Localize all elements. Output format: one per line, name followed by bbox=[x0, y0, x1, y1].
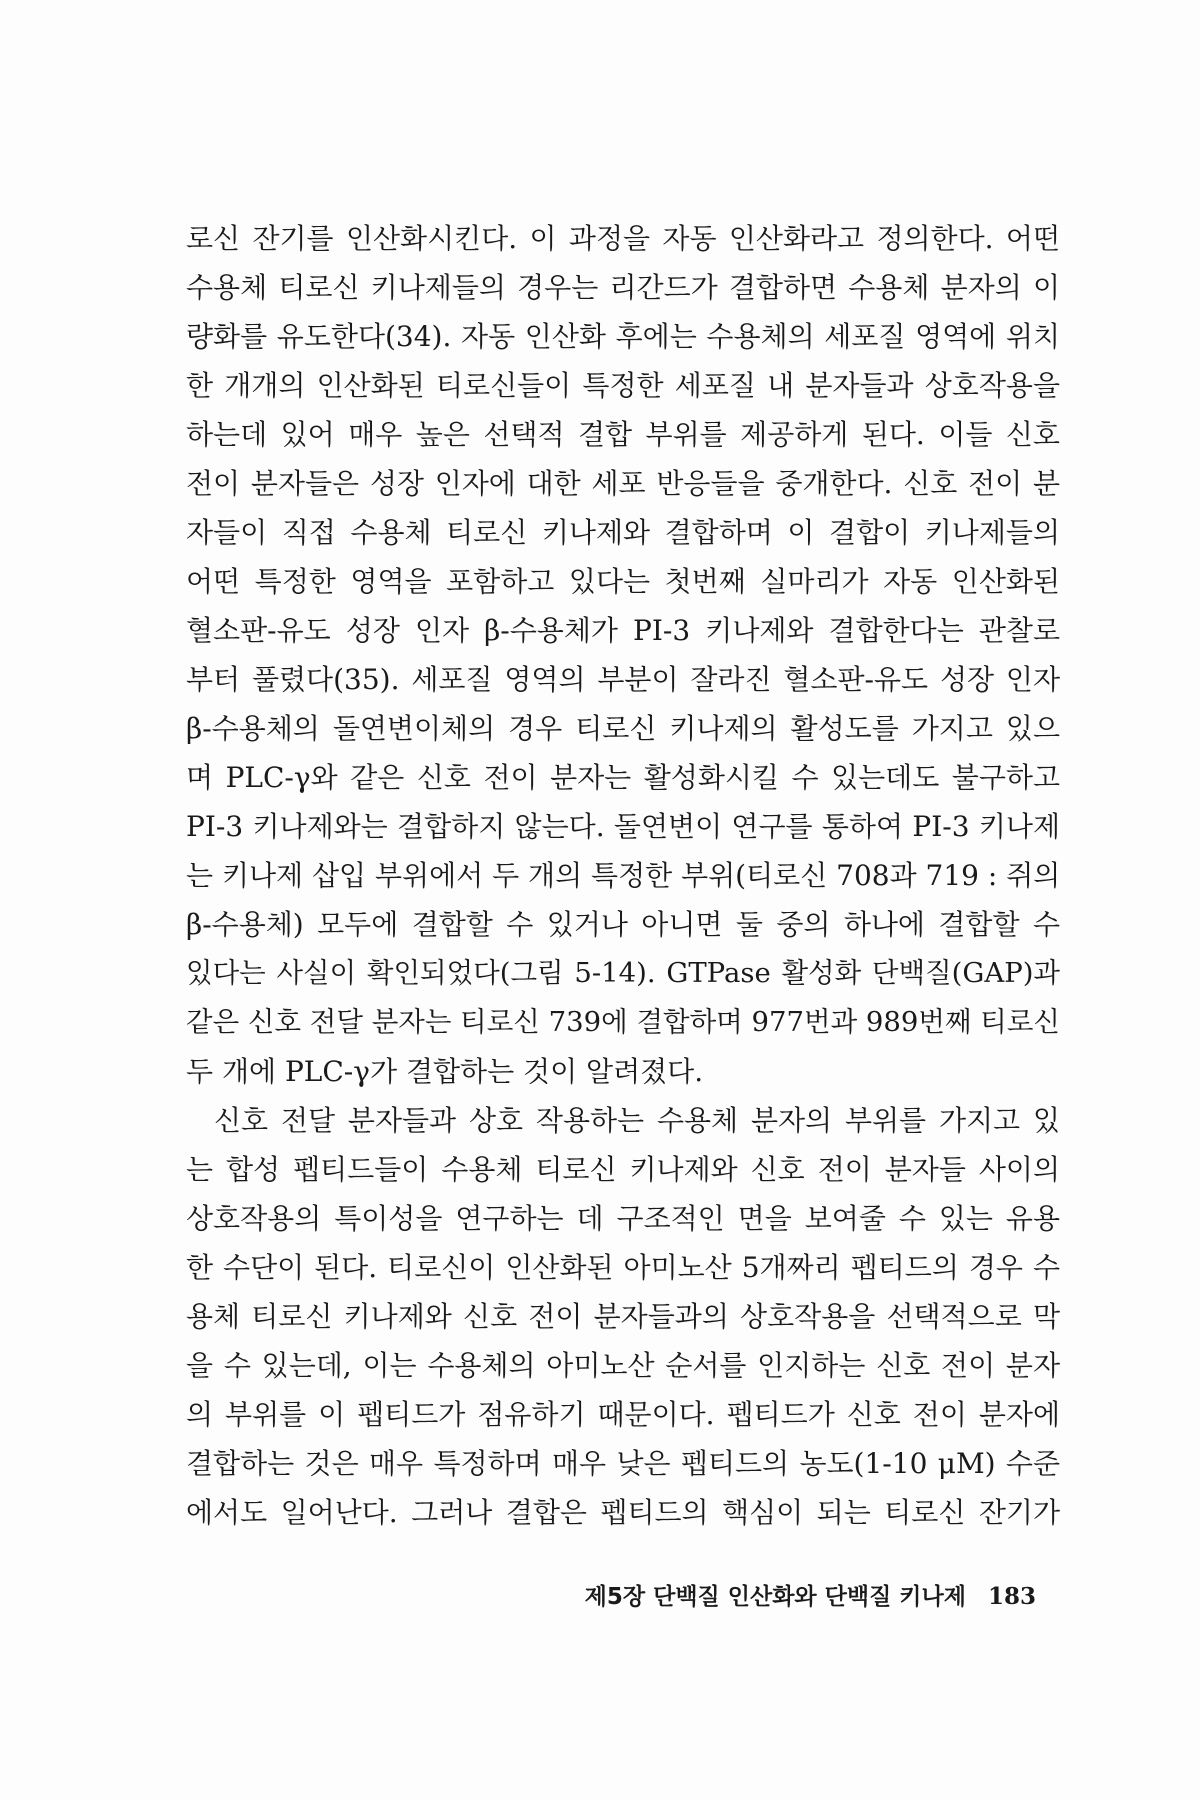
text-line: 신호 전달 분자들과 상호 작용하는 수용체 분자의 부위를 가지고 있 bbox=[214, 1104, 1060, 1137]
text-line: 의 부위를 이 펩티드가 점유하기 때문이다. 펩티드가 신호 전이 분자에 bbox=[186, 1398, 1060, 1431]
text-line: 상호작용의 특이성을 연구하는 데 구조적인 면을 보여줄 수 있는 유용 bbox=[186, 1202, 1060, 1235]
text-line: 혈소판-유도 성장 인자 β-수용체가 PI-3 키나제와 결합한다는 관찰로 bbox=[186, 614, 1060, 647]
text-line: 에서도 일어난다. 그러나 결합은 펩티드의 핵심이 되는 티로신 잔기가 bbox=[186, 1496, 1060, 1529]
text-line: β-수용체의 돌연변이체의 경우 티로신 키나제의 활성도를 가지고 있으 bbox=[186, 712, 1060, 745]
text-line: 는 합성 펩티드들이 수용체 티로신 키나제와 신호 전이 분자들 사이의 bbox=[186, 1153, 1060, 1186]
text-line: 전이 분자들은 성장 인자에 대한 세포 반응들을 중개한다. 신호 전이 분 bbox=[186, 467, 1060, 500]
paragraph-2 bbox=[186, 1096, 1060, 1537]
text-line: 어떤 특정한 영역을 포함하고 있다는 첫번째 실마리가 자동 인산화된 bbox=[186, 565, 1060, 598]
page-number: 183 bbox=[987, 1583, 1036, 1610]
body-text bbox=[186, 214, 1060, 1537]
text-line: 두 개에 PLC-γ가 결합하는 것이 알려졌다. bbox=[186, 1055, 704, 1088]
text-line: 며 PLC-γ와 같은 신호 전이 분자는 활성화시킬 수 있는데도 불구하고 bbox=[186, 761, 1060, 794]
text-line: 있다는 사실이 확인되었다(그림 5-14). GTPase 활성화 단백질(GAP)과 bbox=[186, 957, 1060, 989]
text-line: 는 키나제 삽입 부위에서 두 개의 특정한 부위(티로신 708과 719 : 쥐의 bbox=[186, 859, 1061, 892]
text-line: 하는데 있어 매우 높은 선택적 결합 부위를 제공하게 된다. 이들 신호 bbox=[186, 418, 1060, 451]
text-line: 수용체 티로신 키나제들의 경우는 리간드가 결합하면 수용체 분자의 이 bbox=[186, 271, 1060, 304]
paragraph-1 bbox=[186, 214, 1060, 1096]
text-line: β-수용체) 모두에 결합할 수 있거나 아니면 둘 중의 하나에 결합할 수 bbox=[186, 908, 1060, 941]
text-line: 결합하는 것은 매우 특정하며 매우 낮은 펩티드의 농도(1-10 μM) 수준 bbox=[186, 1447, 1060, 1480]
text-line: PI-3 키나제와는 결합하지 않는다. 돌연변이 연구를 통하여 PI-3 키나제 bbox=[186, 810, 1060, 843]
text-line: 량화를 유도한다(34). 자동 인산화 후에는 수용체의 세포질 영역에 위치 bbox=[186, 320, 1060, 353]
text-line: 같은 신호 전달 분자는 티로신 739에 결합하며 977번과 989번째 티로신 bbox=[186, 1006, 1060, 1038]
text-line: 로신 잔기를 인산화시킨다. 이 과정을 자동 인산화라고 정의한다. 어떤 bbox=[186, 222, 1060, 255]
text-line: 한 개개의 인산화된 티로신들이 특정한 세포질 내 분자들과 상호작용을 bbox=[186, 369, 1060, 402]
running-footer-chapter: 제5장 단백질 인산화와 단백질 키나제 bbox=[584, 1584, 966, 1610]
text-line: 한 수단이 된다. 티로신이 인산화된 아미노산 5개짜리 펩티드의 경우 수 bbox=[186, 1251, 1060, 1284]
text-line: 을 수 있는데, 이는 수용체의 아미노산 순서를 인지하는 신호 전이 분자 bbox=[186, 1349, 1060, 1382]
page-footer bbox=[560, 1578, 1036, 1611]
text-line: 부터 풀렸다(35). 세포질 영역의 부분이 잘라진 혈소판-유도 성장 인자 bbox=[186, 663, 1060, 696]
text-line: 자들이 직접 수용체 티로신 키나제와 결합하며 이 결합이 키나제들의 bbox=[186, 516, 1060, 549]
text-line: 용체 티로신 키나제와 신호 전이 분자들과의 상호작용을 선택적으로 막 bbox=[186, 1300, 1060, 1333]
